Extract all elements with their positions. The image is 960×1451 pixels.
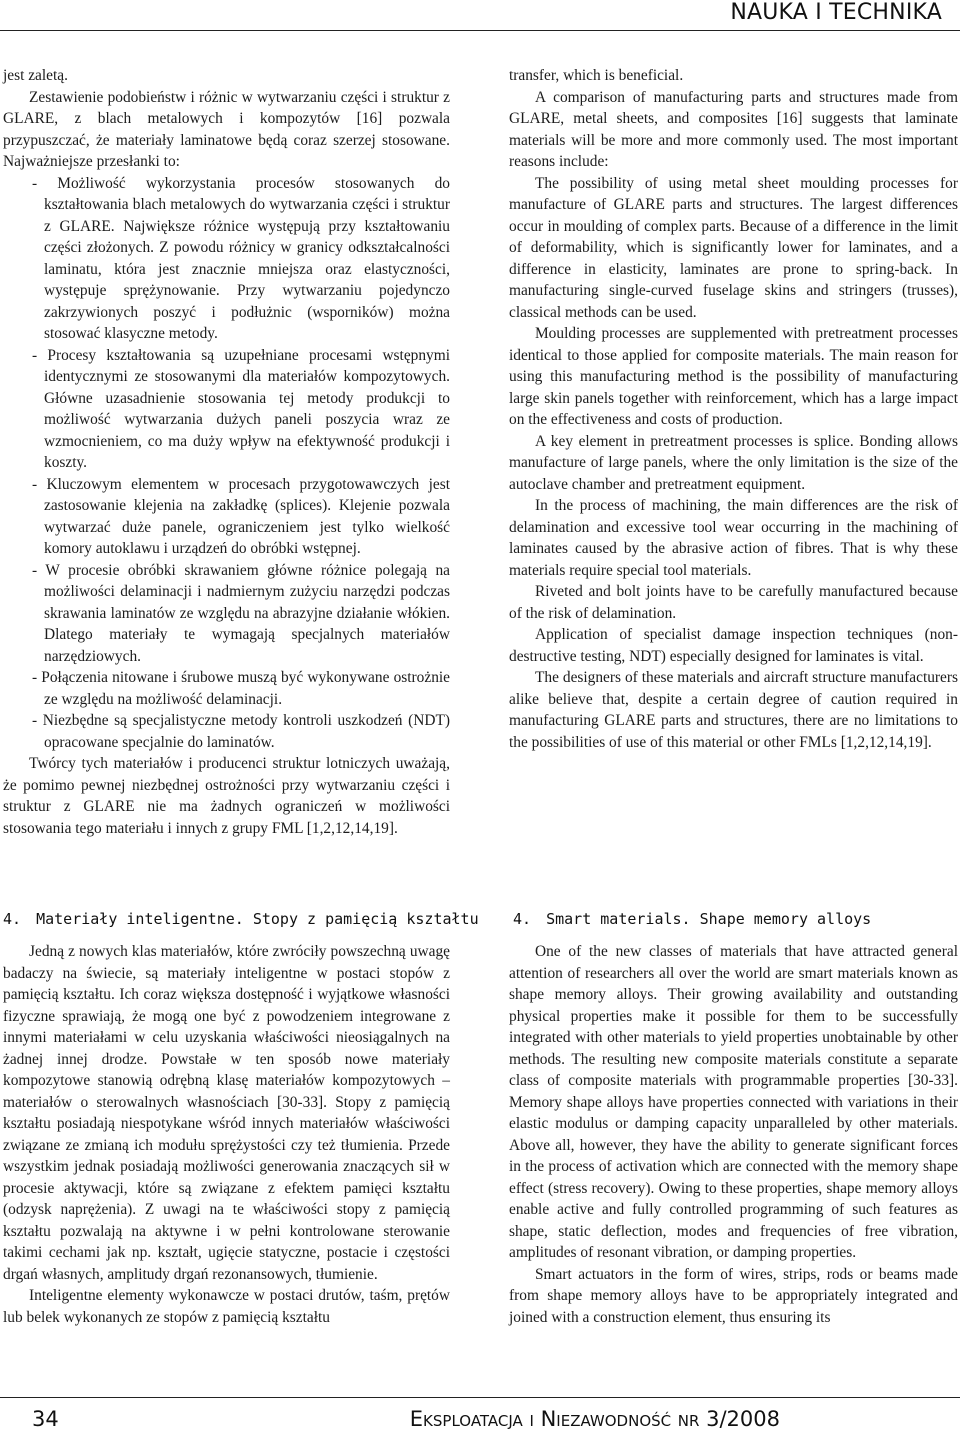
paragraph: A key element in pretreatment processes is splice. Bonding allows manufacture of large panels, where the only limitation is the size of the autoclave chamber and pretreatment equipment. [509, 432, 958, 493]
paragraph: Twórcy tych materiałów i producenci struktur lotniczych uważają, że pomimo pewnej niezbędnej ostrożności przy wytwarzaniu części i struktur z GLARE nie ma żadnych ograniczeń w możliwości stosowania tego materiału i innych z grupy FML [1,2,12,14,19]. [3, 755, 450, 837]
section-heading-english [513, 910, 871, 928]
footer-divider [0, 1397, 960, 1398]
list-item: - Możliwość wykorzystania procesów stosowanych do kształtowania blach metalowych do wytwarzania części i struktur z GLARE. Największe różnice występują przy kształtowaniu części złożonych. Z powodu różnicy w granicy odkształcalności laminatu, która jest znacznie mniejsza oraz elastyczności, występuje sprężynowanie. Przy wytwarzaniu pojedynczo zakrzywionych poszyć i podłużnic (wsporników) można stosować klasyczne metody. [32, 174, 450, 342]
page-header [0, 0, 960, 36]
paragraph: Moulding processes are supplemented with pretreatment processes identical to those applied for composite materials. The main reason for using this manufacturing method is the possibility of manufacturing large skin panels together with reinforcement, which has a large impact on the effectiveness and costs of production. [509, 325, 958, 428]
paragraph: Inteligentne elementy wykonawcze w postaci drutów, taśm, prętów lub belek wykonanych ze stopów z pamięcią kształtu [3, 1287, 450, 1326]
paragraph: Smart actuators in the form of wires, strips, rods or beams made from shape memory alloys have to be appropriately integrated and joined with a construction element, thus ensuring its [509, 1265, 958, 1326]
list-item: - Połączenia nitowane i śrubowe muszą być wykonywane ostrożnie ze względu na możliwość delaminacji. [32, 669, 450, 708]
paragraph: One of the new classes of materials that have attracted general attention of researchers all over the world are smart materials known as shape memory alloys. Their growing availability and outstanding physical properties make it possible for them to be successfully integrated with other materials to yield properties unobtainable by other methods. The resulting new composite materials constitute a separate class of composite materials with programmable properties [30-33]. Memory shape alloys have properties connected with variations in their elastic modulus or damping capacity unparalleled by other materials. Above all, however, they have the ability to generate significant forces in the process of activation which are connected with the memory shape effect (stress recovery). Owing to these properties, shape memory alloys enable active and fully controlled programming of such features as shape, static deflection, modes and frequencies of free vibration, amplitudes of resonant vibration, or damping properties. [509, 943, 958, 1261]
paragraph: The possibility of using metal sheet moulding processes for manufacture of GLARE parts and structures. The largest differences occur in moulding of complex parts. Because of a difference in the limit of deformability, which is significantly lower for laminates, and a difference in elasticity, laminates are prone to spring-back. In manufacturing single-curved fuselage skins and stringers (trusses), classical methods can be used. [509, 174, 958, 321]
left-column-bottom [3, 941, 450, 1328]
list-item: - Niezbędne są specjalistyczne metody kontroli uszkodzeń (NDT) opracowane specjalnie do laminatów. [32, 712, 450, 751]
page-number: 34 [32, 1407, 59, 1431]
section-title: Materiały inteligentne. Stopy z pamięcią kształtu [36, 910, 479, 928]
paragraph: Application of specialist damage inspection techniques (non-destructive testing, NDT) especially designed for laminates is vital. [509, 626, 958, 665]
right-column-top [509, 65, 958, 753]
paragraph: The designers of these materials and aircraft structure manufacturers alike believe that, despite a certain degree of caution required in manufacturing GLARE parts and structures, there are no limitations to the possibilities of use of this material or other FMLs [1,2,12,14,19]. [509, 669, 958, 751]
paragraph: transfer, which is beneficial. [509, 67, 684, 84]
header-divider [0, 30, 960, 31]
left-column-top [3, 65, 450, 839]
list-item: - Procesy kształtowania są uzupełniane procesami wstępnymi identycznymi ze stosowanymi dla materiałów kompozytowych. Główne uzasadnienie stosowania tej metody produkcji to możliwość wytwarzania dużych paneli poszycia wraz ze wzmocnieniem, co ma duży wpływ na efektywność produkcji i koszty. [32, 346, 450, 471]
section-number: 4. [513, 910, 532, 928]
paragraph: jest zaletą. [3, 67, 68, 84]
paragraph: Riveted and bolt joints have to be carefully manufactured because of the risk of delamination. [509, 583, 958, 622]
section-heading-polish [3, 910, 479, 928]
list-item: - Kluczowym elementem w procesach przygotowawczych jest zastosowanie klejenia na zakładkę (splices). Klejenie pozwala wytwarzać duże panele, ograniczeniem jest tylko wielkość komory autoklawu i urządzeń do obróbki wstępnej. [32, 475, 450, 557]
paragraph: A comparison of manufacturing parts and structures made from GLARE, metal sheets, and composites [16] suggests that laminate materials will be more and more commonly used. The most important reasons include: [509, 88, 958, 170]
list-item: - W procesie obróbki skrawaniem główne różnice polegają na możliwości delaminacji i nadmiernym zużyciu narzędzi podczas skrawania laminatów ze względu na abrazyjne działanie włókien. Dlatego materiały te wymagają specjalnych materiałów narzędziowych. [32, 561, 450, 665]
section-number: 4. [3, 910, 22, 928]
right-column-bottom [509, 941, 958, 1328]
paragraph: In the process of machining, the main differences are the risk of delamination and excessive tool wear occurring in the machining of laminates caused by the abrasive action of fibres. That is why these materials require special tool materials. [509, 497, 958, 579]
paragraph: Zestawienie podobieństw i różnic w wytwarzaniu części i struktur z GLARE, z blach metalowych i kompozytów [16] pozwala przypuszczać, że materiały laminatowe będą coraz szerzej stosowane. Najważniejsze przesłanki to: [3, 88, 450, 170]
paragraph: Jedną z nowych klas materiałów, które zwróciły powszechną uwagę badaczy na świecie, są materiały inteligentne w postaci stopów z pamięcią kształtu. Ich coraz większa dostępność i wyjątkowe własności fizyczne sprawiają, że mogą one być z powodzeniem integrowane z innymi materiałami w celu uzyskania właściwości nieosiągalnych na żadnej innej drodze. Powstałe w ten sposób nowe materiały kompozytowe stanowią odrębną klasę materiałów kompozytowych – materiałów o sterowalnych własnościach [30-33]. Stopy z pamięcią kształtu posiadają niespotykane wśród innych materiałów właściwości związane ze zmianą ich modułu sprężystości czy też tłumienia. Przede wszystkim jednak posiadają możliwości generowania znaczących sił w procesie aktywacji, które są związane z efektem pamięci kształtu (odzysk naprężenia). Z uwagi na te właściwości stopy z pamięcią kształtu pozwalają na aktywne i w pełni kontrolowane sterowanie takimi cechami jak np. kształt, ugięcie statyczne, postacie i częstości drgań własnych, amplitudy drgań rezonansowych, tłumienie. [3, 943, 450, 1283]
section-header-title: NAUKA I TECHNIKA [730, 0, 942, 25]
journal-title: Eksploatacja i Niezawodność nr 3/2008 [409, 1407, 780, 1431]
section-title: Smart materials. Shape memory alloys [546, 910, 872, 928]
